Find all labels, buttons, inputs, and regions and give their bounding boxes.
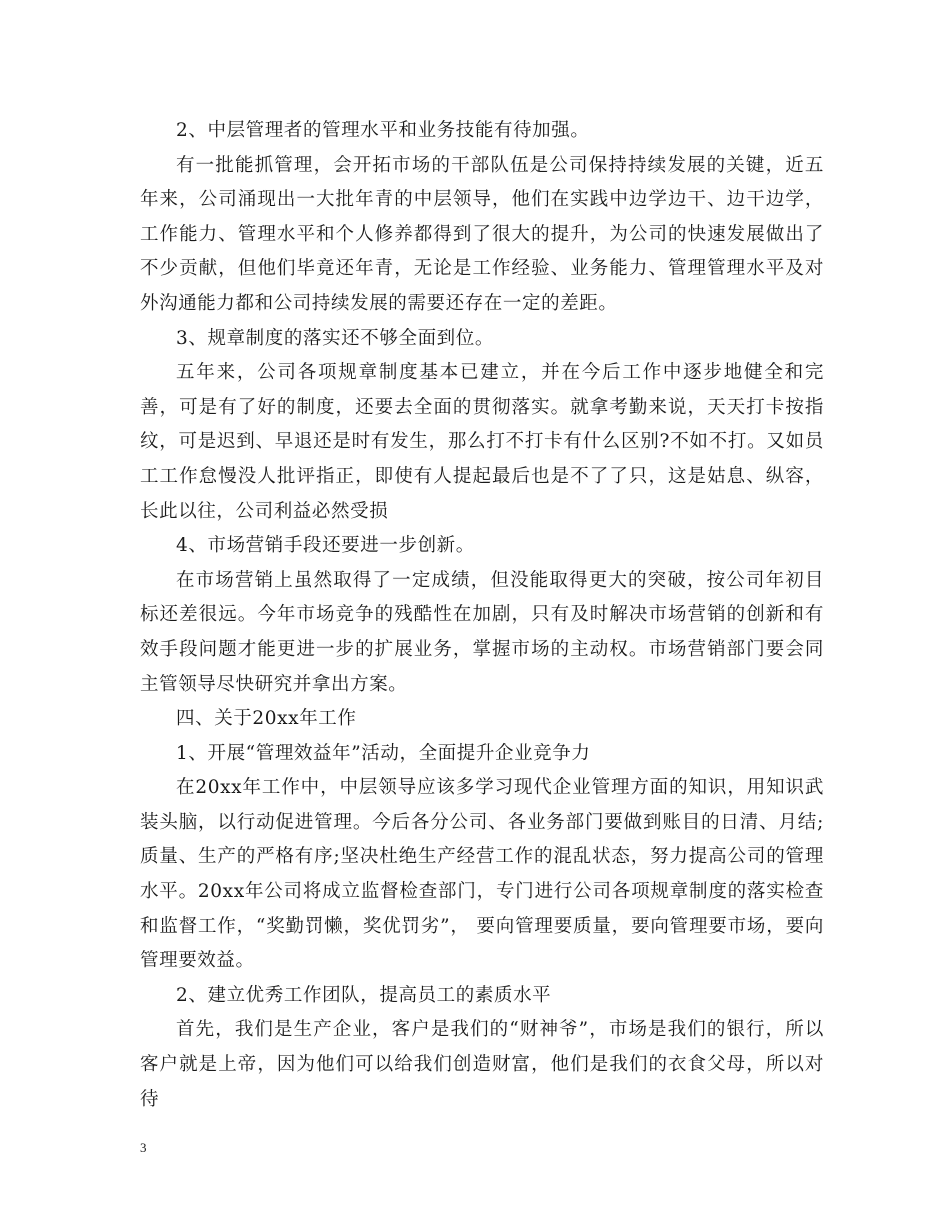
paragraph: 五年来，公司各项规章制度基本已建立，并在今后工作中逐步地健全和完善，可是有了好的制度，还要去全面的贯彻落实。就拿考勤来说，天天打卡按指纹，可是迟到、早退还是时有发生，那么打不打卡有什么区别?不如不打。又如员工工作怠慢没人批评指正，即使有人提起最后也是不了了只，这是姑息、纵容，长此以往，公司利益必然受损 <box>140 362 824 522</box>
paragraph-heading-1: 1、开展“管理效益年”活动，全面提升企业竞争力 <box>176 742 591 764</box>
paragraph-heading-3: 3、规章制度的落实还不够全面到位。 <box>176 327 494 349</box>
paragraph-heading-4: 4、市场营销手段还要进一步创新。 <box>176 535 475 557</box>
body-text <box>140 114 824 1117</box>
paragraph: 在市场营销上虽然取得了一定成绩，但没能取得更大的突破，按公司年初目标还差很远。今年市场竞争的残酷性在加剧，只有及时解决市场营销的创新和有效手段问题才能更进一步的扩展业务，掌握市场的主动权。市场营销部门要会同主管领导尽快研究并拿出方案。 <box>140 569 824 695</box>
paragraph: 在20xx年工作中，中层领导应该多学习现代企业管理方面的知识，用知识武装头脑，以行动促进管理。今后各分公司、各业务部门要做到账目的日清、月结;质量、生产的严格有序;坚决杜绝生产经营工作的混乱状态，努力提高公司的管理水平。20xx年公司将成立监督检查部门，专门进行公司各项规章制度的落实检查和监督工作，“奖勤罚懒，奖优罚劣”， 要向管理要质量，要向管理要市场，要向管理要效益。 <box>140 777 824 972</box>
paragraph-heading-2: 2、中层管理者的管理水平和业务技能有待加强。 <box>176 120 590 141</box>
page-number: 3 <box>140 1140 147 1155</box>
paragraph-heading-2b: 2、建立优秀工作团队，提高员工的素质水平 <box>176 984 552 1006</box>
paragraph: 首先，我们是生产企业，客户是我们的“财神爷”，市场是我们的银行，所以客户就是上帝，因为他们可以给我们创造财富，他们是我们的衣食父母，所以对待 <box>140 1019 824 1110</box>
paragraph: 有一批能抓管理，会开拓市场的干部队伍是公司保持持续发展的关键，近五年来，公司涌现出一大批年青的中层领导，他们在实践中边学边干、边干边学，工作能力、管理水平和个人修养都得到了很大的提升，为公司的快速发展做出了不少贡献，但他们毕竟还年青，无论是工作经验、业务能力、管理管理水平及对外沟通能力都和公司持续发展的需要还存在一定的差距。 <box>140 154 824 314</box>
section-heading: 四、关于20xx年工作 <box>176 708 357 730</box>
